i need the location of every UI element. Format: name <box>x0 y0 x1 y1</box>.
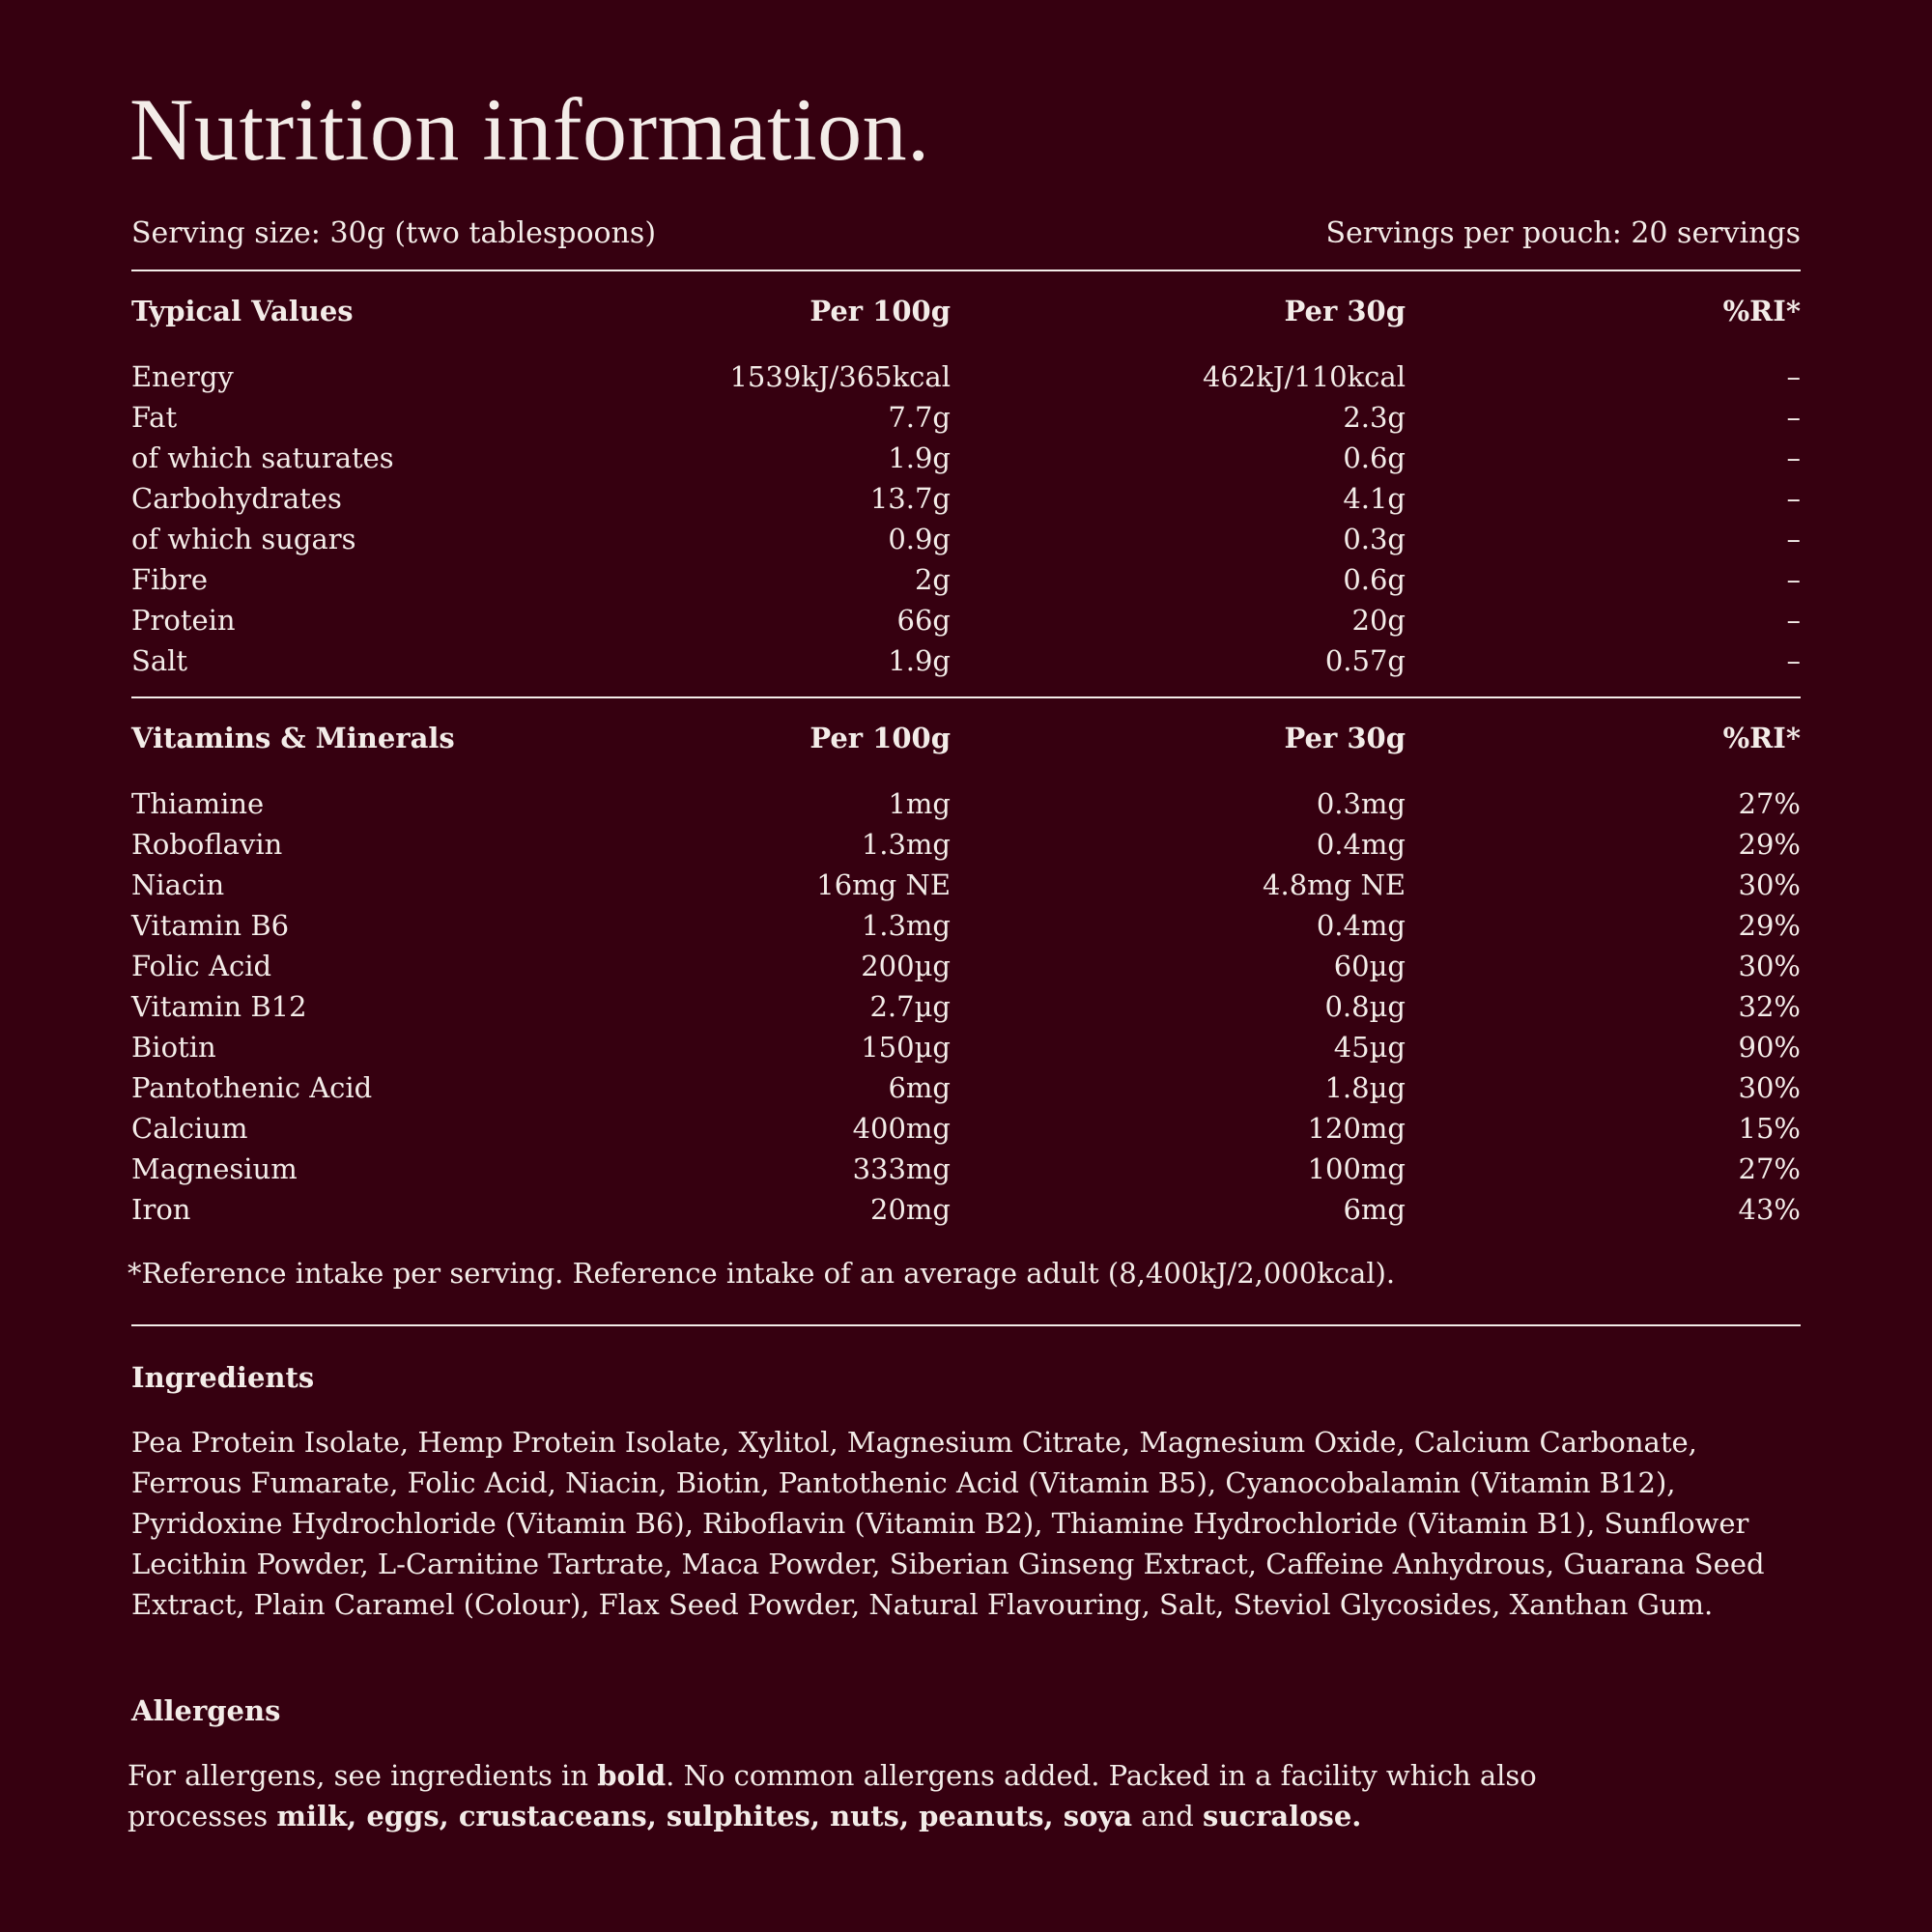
nutrient-name: Vitamin B6 <box>131 909 290 942</box>
per-100g-value: 1mg <box>888 787 951 820</box>
header-cell: Per 30g <box>1284 295 1406 327</box>
per-100g-value: 7.7g <box>888 401 951 434</box>
per-30g-value: 0.4mg <box>1316 909 1406 942</box>
ri-value: 27% <box>1738 1152 1801 1185</box>
table-row <box>131 559 1801 600</box>
allergens-heading: Allergens <box>131 1694 281 1727</box>
reference-intake-footnote: *Reference intake per serving. Reference intake of an average adult (8,400kJ/2,000kcal). <box>128 1257 1396 1290</box>
table-row <box>131 946 1801 986</box>
ri-value: – <box>1786 441 1801 474</box>
per-30g-value: 4.8mg NE <box>1263 868 1406 901</box>
table-row <box>131 478 1801 519</box>
nutrient-name: Protein <box>131 604 236 637</box>
nutrient-name: Iron <box>131 1193 191 1226</box>
ri-value: – <box>1786 523 1801 555</box>
ri-value: 29% <box>1738 909 1801 942</box>
ri-value: 30% <box>1738 950 1801 982</box>
per-30g-value: 60µg <box>1333 950 1406 982</box>
ri-value: – <box>1786 401 1801 434</box>
ingredients-text: Pea Protein Isolate, Hemp Protein Isolate, Xylitol, Magnesium Citrate, Magnesium Oxide, Calcium Carbonate, Ferrous Fumarate, Folic Acid, Niacin, Biotin, Pantothenic Acid (Vitamin B5), Cyanocobalamin (Vitamin B12), Pyridoxine Hydrochloride (Vitamin B6), Riboflavin (Vitamin B2), Thiamine Hydrochloride (Vitamin B1), Sunflower Lecithin Powder, L-Carnitine Tartrate, Maca Powder, Siberian Ginseng Extract, Caffeine Anhydrous, Guarana Seed Extract, Plain Caramel (Colour), Flax Seed Powder, Natural Flavouring, Salt, Steviol Glycosides, Xanthan Gum. <box>131 1426 1765 1621</box>
per-30g-value: 0.4mg <box>1316 828 1406 861</box>
table-row <box>131 824 1801 865</box>
per-100g-value: 1.3mg <box>861 828 951 861</box>
table-row <box>131 905 1801 946</box>
header-cell: Per 30g <box>1284 722 1406 754</box>
nutrient-name: Pantothenic Acid <box>131 1071 373 1104</box>
nutrient-name: Biotin <box>131 1031 216 1064</box>
table-row <box>131 1067 1801 1108</box>
per-100g-value: 13.7g <box>869 482 951 515</box>
allergens-text-part: and <box>1132 1800 1204 1833</box>
header-cell: %RI* <box>1722 722 1801 754</box>
per-30g-value: 100mg <box>1307 1152 1406 1185</box>
nutrient-name: Salt <box>131 644 188 677</box>
ri-value: 30% <box>1738 1071 1801 1104</box>
nutrient-name: Thiamine <box>131 787 265 820</box>
nutrient-name: of which sugars <box>131 523 356 555</box>
table-row <box>131 1108 1801 1149</box>
header-cell: %RI* <box>1722 295 1801 327</box>
per-100g-value: 66g <box>896 604 951 637</box>
table-row <box>131 519 1801 559</box>
per-30g-value: 45µg <box>1333 1031 1406 1064</box>
table-row <box>131 865 1801 905</box>
ri-value: – <box>1786 360 1801 393</box>
allergens-text-part: For allergens, see ingredients in <box>128 1759 598 1792</box>
table-row <box>131 1027 1801 1067</box>
nutrient-name: Calcium <box>131 1112 248 1145</box>
table-row <box>131 438 1801 478</box>
ri-value: 43% <box>1738 1193 1801 1226</box>
divider <box>131 1324 1801 1326</box>
allergens-text <box>128 1755 1673 1836</box>
allergens-bold-part: sucralose. <box>1203 1800 1362 1833</box>
per-30g-value: 462kJ/110kcal <box>1202 360 1406 393</box>
per-100g-value: 2.7µg <box>869 990 951 1023</box>
nutrient-name: Magnesium <box>131 1152 298 1185</box>
nutrient-name: Energy <box>131 360 234 393</box>
ri-value: 30% <box>1738 868 1801 901</box>
nutrient-name: Folic Acid <box>131 950 272 982</box>
ingredients-heading: Ingredients <box>131 1361 315 1394</box>
ri-value: – <box>1786 644 1801 677</box>
nutrient-name: Carbohydrates <box>131 482 342 515</box>
per-100g-value: 200µg <box>861 950 951 982</box>
per-100g-value: 20mg <box>870 1193 951 1226</box>
nutrient-name: of which saturates <box>131 441 394 474</box>
typical-values-table <box>131 291 1801 681</box>
per-100g-value: 6mg <box>888 1071 951 1104</box>
ri-value: – <box>1786 604 1801 637</box>
table-row <box>131 600 1801 640</box>
page-title: Nutrition information. <box>129 80 930 179</box>
nutrient-name: Vitamin B12 <box>131 990 307 1023</box>
per-30g-value: 120mg <box>1307 1112 1406 1145</box>
divider <box>131 270 1801 271</box>
ri-value: 32% <box>1738 990 1801 1023</box>
per-30g-value: 1.8µg <box>1324 1071 1406 1104</box>
allergens-text-part: . No common allergens added. Packed in a facility which also processes <box>128 1759 1537 1833</box>
servings-per-pouch: Servings per pouch: 20 servings <box>1325 216 1801 250</box>
table-row <box>131 1149 1801 1189</box>
ri-value: 15% <box>1738 1112 1801 1145</box>
ri-value: – <box>1786 563 1801 596</box>
per-100g-value: 333mg <box>852 1152 951 1185</box>
vitamins-minerals-table <box>131 718 1801 1230</box>
nutrient-name: Niacin <box>131 868 225 901</box>
per-100g-value: 2g <box>914 563 951 596</box>
header-cell: Typical Values <box>131 295 354 327</box>
table-row <box>131 783 1801 824</box>
nutrient-name: Fibre <box>131 563 208 596</box>
per-30g-value: 0.8µg <box>1324 990 1406 1023</box>
ri-value: 27% <box>1738 787 1801 820</box>
allergens-bold-part: bold <box>597 1759 667 1792</box>
per-30g-value: 4.1g <box>1343 482 1406 515</box>
table-header <box>131 718 1801 758</box>
per-100g-value: 1.9g <box>888 441 951 474</box>
header-cell: Per 100g <box>810 722 951 754</box>
ri-value: – <box>1786 482 1801 515</box>
table-row <box>131 1189 1801 1230</box>
per-100g-value: 1.3mg <box>861 909 951 942</box>
allergens-bold-list: milk, eggs, crustaceans, sulphites, nuts, peanuts, soya <box>276 1800 1133 1833</box>
per-100g-value: 16mg NE <box>816 868 951 901</box>
per-30g-value: 0.6g <box>1343 441 1406 474</box>
per-100g-value: 1539kJ/365kcal <box>729 360 951 393</box>
nutrient-name: Roboflavin <box>131 828 283 861</box>
serving-info <box>131 216 1801 251</box>
header-cell: Per 100g <box>810 295 951 327</box>
per-30g-value: 0.3mg <box>1316 787 1406 820</box>
table-row <box>131 356 1801 397</box>
header-cell: Vitamins & Minerals <box>131 722 455 754</box>
nutrient-name: Fat <box>131 401 178 434</box>
divider <box>131 696 1801 698</box>
serving-size: Serving size: 30g (two tablespoons) <box>131 216 657 250</box>
per-30g-value: 20g <box>1351 604 1406 637</box>
table-row <box>131 397 1801 438</box>
per-30g-value: 2.3g <box>1343 401 1406 434</box>
table-row <box>131 986 1801 1027</box>
per-30g-value: 0.57g <box>1324 644 1406 677</box>
per-100g-value: 150µg <box>861 1031 951 1064</box>
table-row <box>131 640 1801 681</box>
per-30g-value: 6mg <box>1343 1193 1406 1226</box>
per-100g-value: 1.9g <box>888 644 951 677</box>
table-header <box>131 291 1801 331</box>
ri-value: 90% <box>1738 1031 1801 1064</box>
per-30g-value: 0.3g <box>1343 523 1406 555</box>
per-100g-value: 400mg <box>852 1112 951 1145</box>
per-100g-value: 0.9g <box>888 523 951 555</box>
per-30g-value: 0.6g <box>1343 563 1406 596</box>
ri-value: 29% <box>1738 828 1801 861</box>
